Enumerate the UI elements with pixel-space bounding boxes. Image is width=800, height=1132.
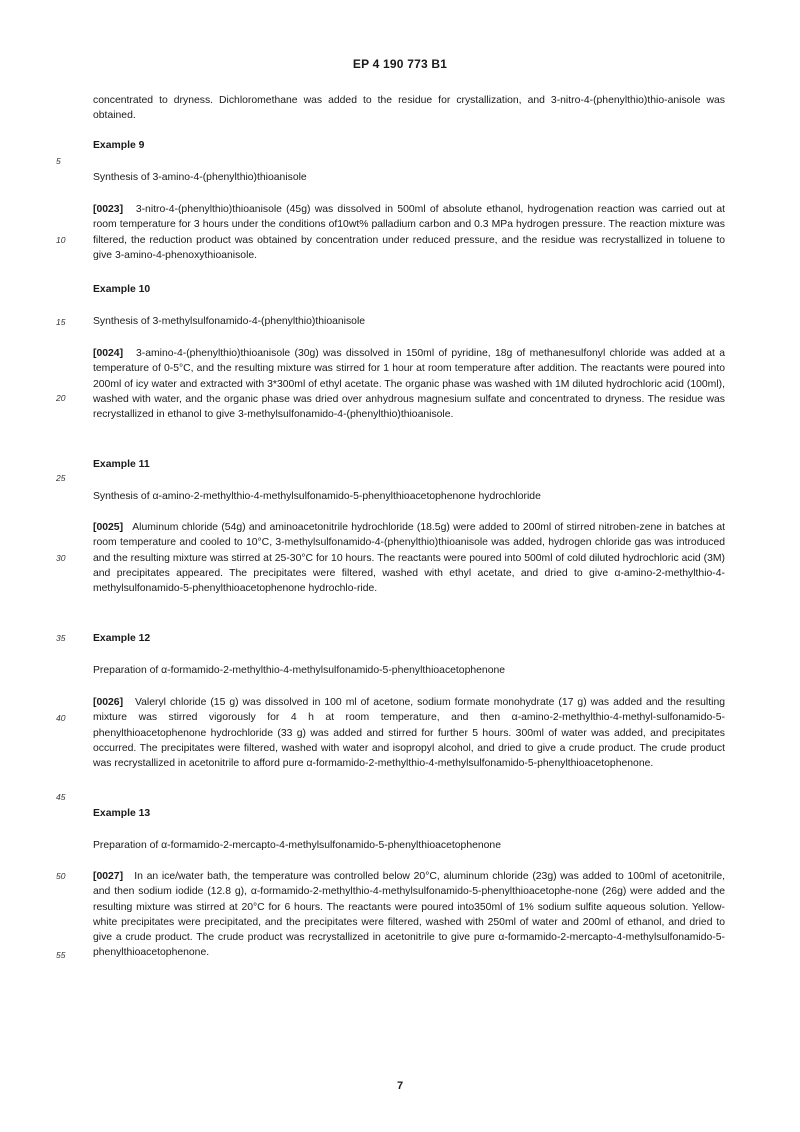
section-subtitle: Preparation of α-formamido-2-methylthio-4-methylsulfonamido-5-phenylthioacetophenone [93,665,506,676]
example-12-subtitle [93,663,725,678]
paragraph-number: [0026] [93,697,124,708]
body-text: In an ice/water bath, the temperature was controlled below 20°C, aluminum chloride (23g) was added to 100ml of acetonitrile, and then sodium iodide (12.8 g), α-formamido-2-methylthio-4-methylsulfonamido-5-phenylthioacetophe-none (26g) were added and the resulting mixture was stirred at 20°C for 6 hours. The reactants were poured into350ml of 1% sodium sulfite aqueous solution. Yellow-white precipitates were precipitated, and the precipitates were filtered, washed with 250ml of water and 200ml of ethanol, and dried to give a crude product. The crude product was recrystallized in acetonitrile to give pure α-formamido-2-mercapto-4-methylsulfonamido-5-phenylthioacetophenone. [93,871,725,959]
example-13-heading [93,806,725,821]
line-number-50: 50 [56,871,66,881]
example-11-subtitle [93,489,725,504]
line-number-25: 25 [56,473,66,483]
section-subtitle: Synthesis of 3-methylsulfonamido-4-(phenylthio)thioanisole [93,316,366,327]
section-heading: Example 10 [93,284,151,295]
body-text: Valeryl chloride (15 g) was dissolved in 100 ml of acetone, sodium formate monohydrate (17 g) was added and the resulting mixture was stirred vigorously for 4 h at room temperature, and then α-amino-2-methylthio-4-methyl-sulfonamido-5-phenylthioacetophenone hydrochloride (33 g) was added and stirred for further 5 hours. 300ml of water was added, and precipitates occurred. The precipitates were filtered, washed with water and isopropyl alcohol, and dried to give a crude product. The crude product was recrystallized in acetonitrile to afford pure α-formamido-2-methylthio-4-methylsulfonamido-5-phenylthioacetophenone. [93,697,725,770]
example-9-heading [93,138,725,153]
line-number-15: 15 [56,317,66,327]
line-number-35: 35 [56,633,66,643]
paragraph-0023 [93,202,725,263]
line-number-20: 20 [56,393,66,403]
section-heading: Example 13 [93,808,151,819]
example-10-subtitle [93,314,725,329]
section-subtitle: Preparation of α-formamido-2-mercapto-4-methylsulfonamido-5-phenylthioacetophenone [93,840,501,851]
body-text: Aluminum chloride (54g) and aminoacetonitrile hydrochloride (18.5g) were added to 200ml of stirred nitroben-zene in batches at room temperature and cooled to 10°C, 3-methylsulfonamido-4-(phenylthio)thioanisole was added, hydrogen chloride gas was introduced and the resulting mixture was stirred at 25-30°C for 10 hours. The reactants were poured into 500ml of cold diluted hydrochloric acid (3M) and precipitates appeared. The precipitates were filtered, washed with ethyl acetate, and dried to give α-amino-2-methylthio-4-methylsulfonamido-5-phenylthioacetophenone hydrochlo-ride. [93,522,725,595]
example-9-subtitle [93,170,725,185]
line-number-55: 55 [56,950,66,960]
example-11-heading [93,457,725,472]
section-subtitle: Synthesis of α-amino-2-methylthio-4-methylsulfonamido-5-phenylthioacetophenone hydrochloride [93,491,541,502]
paragraph-number: [0023] [93,204,124,215]
line-number-45: 45 [56,792,66,802]
page-number: 7 [396,1080,404,1092]
line-number-5: 5 [56,156,61,166]
paragraph-0024 [93,346,725,422]
line-number-10: 10 [56,235,66,245]
section-heading: Example 9 [93,140,145,151]
line-number-30: 30 [56,553,66,563]
example-12-heading [93,631,725,646]
line-number-40: 40 [56,713,66,723]
paragraph-number: [0025] [93,522,124,533]
body-text: 3-amino-4-(phenylthio)thioanisole (30g) was dissolved in 150ml of pyridine, 18g of methanesulfonyl chloride was added at a temperature of 0-5°C, and the resulting mixture was stirred for 1 hour at room temperature after addition. The reactants were poured into 200ml of icy water and extracted with 3*300ml of ethyl acetate. The organic phase was washed with 1M diluted hydrochloric acid (100ml), washed with water, and the organic phase was dried over anhydrous magnesium sulfate and concentrated to dryness. The residue was recrystallized in ethanol to give 3-methylsulfonamido-4-(phenylthio)thioanisole. [93,348,725,421]
paragraph-number: [0027] [93,871,124,882]
section-subtitle: Synthesis of 3-amino-4-(phenylthio)thioanisole [93,172,307,183]
body-text: concentrated to dryness. Dichloromethane was added to the residue for crystallization, and 3-nitro-4-(phenylthio)thio-anisole was obtained. [93,95,725,122]
section-heading: Example 11 [93,459,150,470]
body-text: 3-nitro-4-(phenylthio)thioanisole (45g) was dissolved in 500ml of absolute ethanol, hydrogenation reaction was carried out at room temperature for 3 hours under the conditions of10wt% palladium carbon and 0.3 MPa hydrogen pressure. The reaction mixture was filtered, the reduction product was obtained by concentration under reduced pressure, and the residue was recrystallized in toluene to give 3-amino-4-phenoxythioanisole. [93,204,725,261]
section-heading: Example 12 [93,633,151,644]
paragraph-0026 [93,695,725,771]
paragraph-0025 [93,520,725,596]
example-10-heading [93,282,725,297]
paragraph-continuation [93,93,725,124]
paragraph-0027 [93,869,725,961]
paragraph-number: [0024] [93,348,124,359]
example-13-subtitle [93,838,725,853]
document-id-header: EP 4 190 773 B1 [352,57,448,71]
